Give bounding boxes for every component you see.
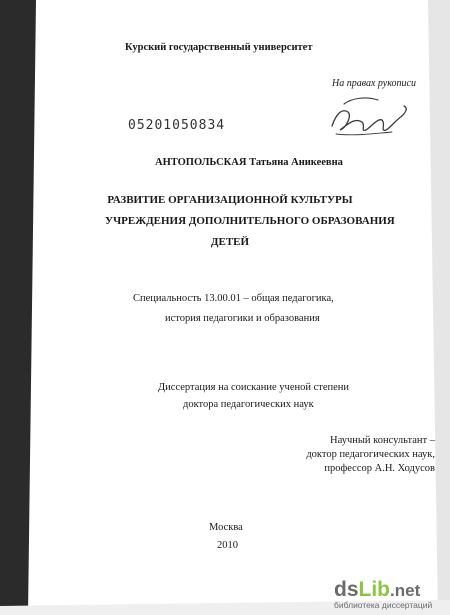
title-line: ДЕТЕЙ: [210, 236, 250, 248]
document-number: 05201050834: [128, 118, 226, 133]
logo-part: .net: [390, 581, 421, 600]
dslib-logo: [334, 579, 420, 601]
consultant-line: профессор А.Н. Ходусов: [324, 463, 435, 474]
specialty-line: Специальность 13.00.01 – общая педагогика,: [133, 293, 334, 304]
consultant-line: доктор педагогических наук,: [306, 449, 435, 460]
degree-line: Диссертация на соискание ученой степени: [158, 382, 350, 393]
title-line: УЧРЕЖДЕНИЯ ДОПОЛНИТЕЛЬНОГО ОБРАЗОВАНИЯ: [105, 215, 395, 227]
specialty-line: история педагогики и образования: [165, 313, 320, 324]
city: Москва: [209, 522, 243, 533]
year: 2010: [217, 540, 238, 551]
title-line: РАЗВИТИЕ ОРГАНИЗАЦИОННОЙ КУЛЬТУРЫ: [107, 194, 353, 206]
dissertation-title: [105, 190, 395, 253]
scientific-consultant: [290, 434, 435, 476]
logo-part: ds: [334, 578, 359, 601]
handwritten-signature: [322, 92, 412, 142]
degree-line: доктора педагогических наук: [183, 399, 314, 410]
dslib-watermark[interactable]: [334, 577, 446, 611]
logo-part: Lib: [358, 578, 391, 601]
university-name: Курский государственный университет: [125, 42, 313, 53]
manuscript-rights-note: На правах рукописи: [332, 78, 416, 89]
watermark-subtitle: библиотека диссертаций: [334, 600, 433, 610]
author-name: АНТОПОЛЬСКАЯ Татьяна Аникеевна: [155, 157, 343, 168]
consultant-line: Научный консультант –: [330, 435, 435, 446]
